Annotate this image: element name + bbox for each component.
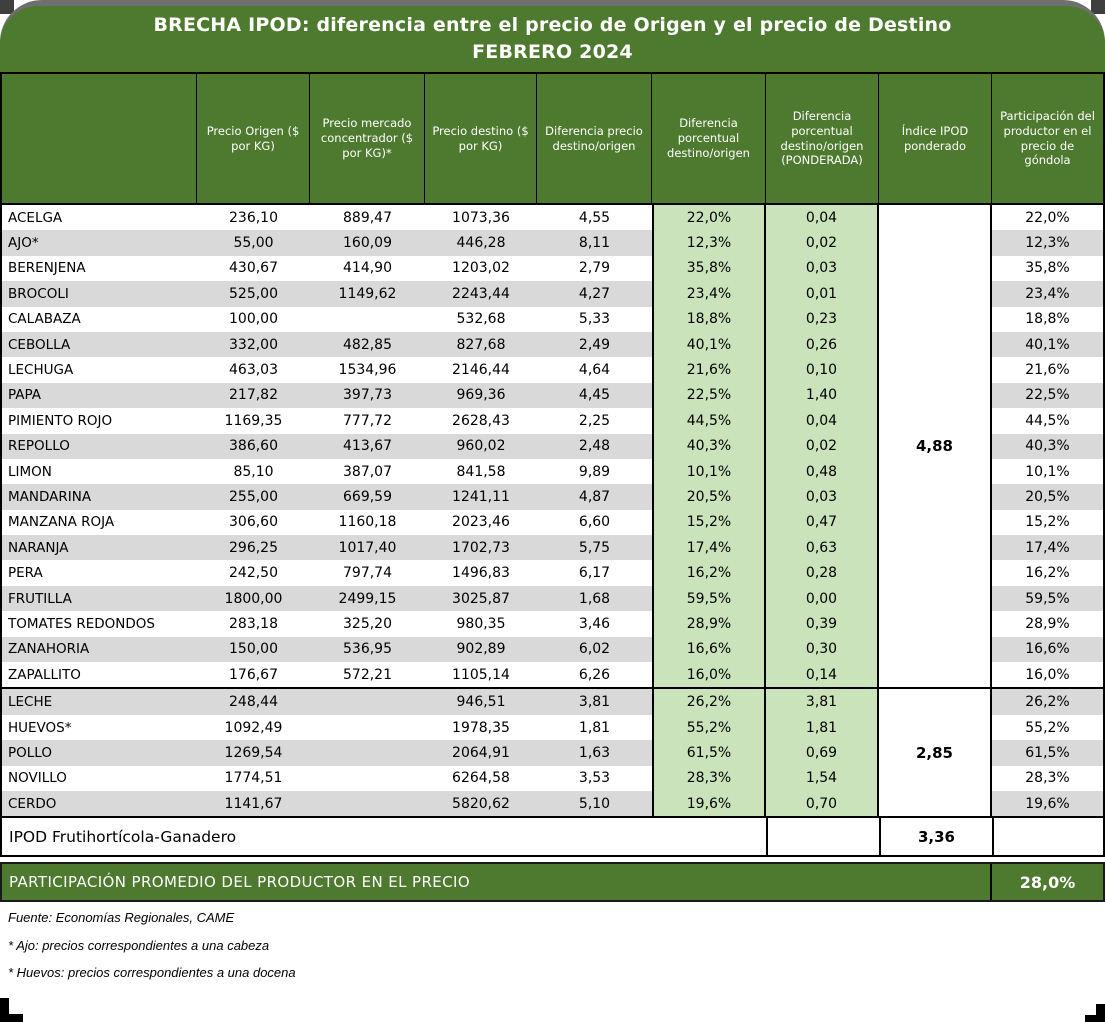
diferencia-cell: 3,46 — [537, 611, 652, 636]
column-header: Precio destino ($ por KG) — [425, 74, 537, 203]
title-banner — [0, 6, 1105, 72]
participacion-cell: 10,1% — [992, 459, 1103, 484]
column-header: Participación del productor en el precio de góndola — [1000, 108, 1095, 168]
mercado-cell — [310, 715, 425, 740]
mercado-cell — [310, 307, 425, 332]
destino-cell: 446,28 — [425, 230, 537, 255]
participacion-cell: 28,3% — [992, 766, 1103, 791]
mercado-cell: 1017,40 — [310, 535, 425, 560]
frame-bracket-bottom-left-arm — [0, 1014, 23, 1022]
ipod-table — [0, 72, 1105, 857]
origen-cell: 242,50 — [197, 560, 310, 585]
destino-cell: 2064,91 — [425, 740, 537, 765]
mercado-cell — [310, 740, 425, 765]
mercado-cell: 1534,96 — [310, 357, 425, 382]
diferencia-cell: 3,81 — [537, 689, 652, 714]
mercado-cell: 414,90 — [310, 256, 425, 281]
diferencia-cell: 6,60 — [537, 510, 652, 535]
footnote-huevos: * Huevos: precios correspondientes a una docena — [8, 965, 296, 980]
diferencia-cell: 2,25 — [537, 408, 652, 433]
column-header: Precio mercado concentrador ($ por KG)* — [310, 74, 425, 203]
footnote-source: Fuente: Economías Regionales, CAME — [8, 910, 235, 925]
participacion-cell: 17,4% — [992, 535, 1103, 560]
origen-cell: 85,10 — [197, 459, 310, 484]
diferencia-pct-ponderada-cell: 0,10 — [766, 357, 879, 382]
mercado-cell: 777,72 — [310, 408, 425, 433]
diferencia-cell: 1,81 — [537, 715, 652, 740]
participacion-cell: 35,8% — [992, 256, 1103, 281]
diferencia-pct-ponderada-cell: 0,63 — [766, 535, 879, 560]
origen-cell: 1774,51 — [197, 766, 310, 791]
diferencia-cell: 4,27 — [537, 281, 652, 306]
mercado-cell — [310, 689, 425, 714]
participacion-cell: 16,0% — [992, 662, 1103, 687]
diferencia-pct-cell: 40,3% — [652, 434, 766, 459]
destino-cell: 980,35 — [425, 611, 537, 636]
mercado-cell: 1160,18 — [310, 510, 425, 535]
diferencia-cell: 4,45 — [537, 383, 652, 408]
participacion-cell: 23,4% — [992, 281, 1103, 306]
origen-cell: 296,25 — [197, 535, 310, 560]
product-cell: NOVILLO — [2, 766, 197, 791]
total-row — [2, 816, 1103, 855]
destino-cell: 1702,73 — [425, 535, 537, 560]
diferencia-cell: 1,63 — [537, 740, 652, 765]
participacion-cell: 22,0% — [992, 205, 1103, 230]
diferencia-cell: 4,87 — [537, 484, 652, 509]
diferencia-pct-cell: 61,5% — [652, 740, 766, 765]
product-cell: BROCOLI — [2, 281, 197, 306]
destino-cell: 2243,44 — [425, 281, 537, 306]
diferencia-pct-cell: 12,3% — [652, 230, 766, 255]
diferencia-cell: 6,02 — [537, 637, 652, 662]
mercado-cell: 413,67 — [310, 434, 425, 459]
diferencia-pct-cell: 28,9% — [652, 611, 766, 636]
diferencia-pct-cell: 28,3% — [652, 766, 766, 791]
mercado-cell: 325,20 — [310, 611, 425, 636]
product-cell: REPOLLO — [2, 434, 197, 459]
product-cell: POLLO — [2, 740, 197, 765]
diferencia-pct-ponderada-cell: 0,03 — [766, 256, 879, 281]
diferencia-pct-ponderada-cell: 1,54 — [766, 766, 879, 791]
product-cell: MANDARINA — [2, 484, 197, 509]
product-cell: PAPA — [2, 383, 197, 408]
section-ganadero — [2, 687, 1103, 816]
diferencia-cell: 6,26 — [537, 662, 652, 687]
mercado-cell: 482,85 — [310, 332, 425, 357]
origen-cell: 248,44 — [197, 689, 310, 714]
diferencia-pct-cell: 19,6% — [652, 791, 766, 816]
origen-cell: 386,60 — [197, 434, 310, 459]
diferencia-pct-cell: 55,2% — [652, 715, 766, 740]
mercado-cell: 536,95 — [310, 637, 425, 662]
origen-cell: 176,67 — [197, 662, 310, 687]
product-cell: PIMIENTO ROJO — [2, 408, 197, 433]
mercado-cell — [310, 791, 425, 816]
summary-bar-value: 28,0% — [990, 864, 1103, 900]
participacion-cell: 44,5% — [992, 408, 1103, 433]
product-cell: MANZANA ROJA — [2, 510, 197, 535]
diferencia-pct-ponderada-cell: 0,39 — [766, 611, 879, 636]
origen-cell: 332,00 — [197, 332, 310, 357]
destino-cell: 2023,46 — [425, 510, 537, 535]
destino-cell: 1203,02 — [425, 256, 537, 281]
participacion-cell: 19,6% — [992, 791, 1103, 816]
origen-cell: 255,00 — [197, 484, 310, 509]
participacion-cell: 21,6% — [992, 357, 1103, 382]
participacion-cell: 59,5% — [992, 586, 1103, 611]
section-frutihorticola — [2, 205, 1103, 687]
destino-cell: 3025,87 — [425, 586, 537, 611]
mercado-cell: 889,47 — [310, 205, 425, 230]
origen-cell: 236,10 — [197, 205, 310, 230]
diferencia-pct-cell: 26,2% — [652, 689, 766, 714]
destino-cell: 960,02 — [425, 434, 537, 459]
destino-cell: 946,51 — [425, 689, 537, 714]
mercado-cell: 797,74 — [310, 560, 425, 585]
destino-cell: 6264,58 — [425, 766, 537, 791]
column-header: Diferencia porcentual destino/origen (PONDERADA) — [766, 74, 879, 203]
destino-cell: 969,36 — [425, 383, 537, 408]
diferencia-pct-ponderada-cell: 0,02 — [766, 434, 879, 459]
diferencia-pct-cell: 17,4% — [652, 535, 766, 560]
summary-bar-label: PARTICIPACIÓN PROMEDIO DEL PRODUCTOR EN EL PRECIO — [9, 873, 471, 891]
diferencia-cell: 2,48 — [537, 434, 652, 459]
summary-bar — [0, 862, 1105, 902]
product-cell: PERA — [2, 560, 197, 585]
table-header-row — [2, 74, 1103, 205]
origen-cell: 525,00 — [197, 281, 310, 306]
origen-cell: 55,00 — [197, 230, 310, 255]
origen-cell: 217,82 — [197, 383, 310, 408]
product-cell: TOMATES REDONDOS — [2, 611, 197, 636]
total-row-spacer-end — [992, 818, 1103, 855]
diferencia-pct-cell: 16,2% — [652, 560, 766, 585]
diferencia-pct-cell: 44,5% — [652, 408, 766, 433]
mercado-cell — [310, 766, 425, 791]
participacion-cell: 26,2% — [992, 689, 1103, 714]
diferencia-cell: 3,53 — [537, 766, 652, 791]
diferencia-pct-ponderada-cell: 1,81 — [766, 715, 879, 740]
destino-cell: 902,89 — [425, 637, 537, 662]
diferencia-pct-ponderada-cell: 0,70 — [766, 791, 879, 816]
participacion-cell: 20,5% — [992, 484, 1103, 509]
product-cell: ACELGA — [2, 205, 197, 230]
diferencia-pct-ponderada-cell: 0,26 — [766, 332, 879, 357]
destino-cell: 5820,62 — [425, 791, 537, 816]
diferencia-pct-ponderada-cell: 0,00 — [766, 586, 879, 611]
product-cell: LECHE — [2, 689, 197, 714]
column-header: Índice IPOD ponderado — [879, 74, 992, 203]
origen-cell: 306,60 — [197, 510, 310, 535]
diferencia-pct-ponderada-cell: 0,69 — [766, 740, 879, 765]
product-cell: AJO* — [2, 230, 197, 255]
product-cell: CEBOLLA — [2, 332, 197, 357]
product-cell: HUEVOS* — [2, 715, 197, 740]
diferencia-cell: 6,17 — [537, 560, 652, 585]
diferencia-cell: 4,55 — [537, 205, 652, 230]
destino-cell: 2146,44 — [425, 357, 537, 382]
participacion-cell: 15,2% — [992, 510, 1103, 535]
diferencia-cell: 5,75 — [537, 535, 652, 560]
product-cell: NARANJA — [2, 535, 197, 560]
origen-cell: 1269,54 — [197, 740, 310, 765]
destino-cell: 532,68 — [425, 307, 537, 332]
diferencia-pct-ponderada-cell: 1,40 — [766, 383, 879, 408]
diferencia-pct-cell: 23,4% — [652, 281, 766, 306]
destino-cell: 827,68 — [425, 332, 537, 357]
diferencia-pct-ponderada-cell: 0,30 — [766, 637, 879, 662]
destino-cell: 2628,43 — [425, 408, 537, 433]
origen-cell: 1169,35 — [197, 408, 310, 433]
destino-cell: 1241,11 — [425, 484, 537, 509]
origen-cell: 1092,49 — [197, 715, 310, 740]
origen-cell: 463,03 — [197, 357, 310, 382]
product-cell: ZANAHORIA — [2, 637, 197, 662]
origen-cell: 1141,67 — [197, 791, 310, 816]
report-title: BRECHA IPOD: diferencia entre el precio de Origen y el precio de Destino — [153, 13, 952, 36]
diferencia-pct-cell: 22,5% — [652, 383, 766, 408]
frame-bracket-bottom-right-arm — [1085, 1015, 1105, 1022]
origen-cell: 430,67 — [197, 256, 310, 281]
participacion-cell: 16,6% — [992, 637, 1103, 662]
destino-cell: 1496,83 — [425, 560, 537, 585]
diferencia-cell: 8,11 — [537, 230, 652, 255]
mercado-cell: 160,09 — [310, 230, 425, 255]
diferencia-cell: 5,33 — [537, 307, 652, 332]
diferencia-pct-ponderada-cell: 0,02 — [766, 230, 879, 255]
diferencia-cell: 1,68 — [537, 586, 652, 611]
diferencia-pct-cell: 35,8% — [652, 256, 766, 281]
participacion-cell: 16,2% — [992, 560, 1103, 585]
origen-cell: 283,18 — [197, 611, 310, 636]
destino-cell: 1978,35 — [425, 715, 537, 740]
diferencia-pct-cell: 16,0% — [652, 662, 766, 687]
diferencia-pct-ponderada-cell: 0,14 — [766, 662, 879, 687]
diferencia-pct-cell: 21,6% — [652, 357, 766, 382]
total-row-spacer — [766, 818, 879, 855]
diferencia-pct-ponderada-cell: 0,47 — [766, 510, 879, 535]
destino-cell: 1073,36 — [425, 205, 537, 230]
diferencia-cell: 5,10 — [537, 791, 652, 816]
report-period: FEBRERO 2024 — [472, 40, 633, 63]
diferencia-pct-ponderada-cell: 0,01 — [766, 281, 879, 306]
mercado-cell: 2499,15 — [310, 586, 425, 611]
diferencia-pct-cell: 10,1% — [652, 459, 766, 484]
ipod-index-merged-value: 2,85 — [915, 743, 953, 762]
diferencia-pct-cell: 59,5% — [652, 586, 766, 611]
product-cell: FRUTILLA — [2, 586, 197, 611]
diferencia-pct-ponderada-cell: 0,04 — [766, 408, 879, 433]
total-row-label: IPOD Frutihortícola-Ganadero — [9, 827, 237, 846]
product-cell: LECHUGA — [2, 357, 197, 382]
column-header — [2, 74, 197, 203]
total-ipod-value: 3,36 — [879, 818, 992, 855]
participacion-cell: 40,3% — [992, 434, 1103, 459]
origen-cell: 1800,00 — [197, 586, 310, 611]
diferencia-pct-cell: 22,0% — [652, 205, 766, 230]
diferencia-pct-ponderada-cell: 0,04 — [766, 205, 879, 230]
mercado-cell: 397,73 — [310, 383, 425, 408]
column-header: Diferencia porcentual destino/origen — [652, 74, 766, 203]
diferencia-pct-ponderada-cell: 3,81 — [766, 689, 879, 714]
participacion-cell: 18,8% — [992, 307, 1103, 332]
mercado-cell: 387,07 — [310, 459, 425, 484]
diferencia-cell: 4,64 — [537, 357, 652, 382]
participacion-cell: 61,5% — [992, 740, 1103, 765]
column-header: Precio Origen ($ por KG) — [197, 74, 310, 203]
participacion-cell: 55,2% — [992, 715, 1103, 740]
participacion-cell: 12,3% — [992, 230, 1103, 255]
participacion-cell: 40,1% — [992, 332, 1103, 357]
origen-cell: 150,00 — [197, 637, 310, 662]
participacion-cell: 22,5% — [992, 383, 1103, 408]
column-header: Diferencia precio destino/origen — [537, 74, 652, 203]
product-cell: CERDO — [2, 791, 197, 816]
origen-cell: 100,00 — [197, 307, 310, 332]
diferencia-pct-ponderada-cell: 0,03 — [766, 484, 879, 509]
destino-cell: 1105,14 — [425, 662, 537, 687]
diferencia-pct-cell: 16,6% — [652, 637, 766, 662]
diferencia-pct-cell: 15,2% — [652, 510, 766, 535]
diferencia-pct-ponderada-cell: 0,28 — [766, 560, 879, 585]
diferencia-cell: 9,89 — [537, 459, 652, 484]
participacion-cell: 28,9% — [992, 611, 1103, 636]
diferencia-pct-ponderada-cell: 0,23 — [766, 307, 879, 332]
diferencia-pct-cell: 40,1% — [652, 332, 766, 357]
diferencia-cell: 2,49 — [537, 332, 652, 357]
diferencia-pct-ponderada-cell: 0,48 — [766, 459, 879, 484]
diferencia-pct-cell: 18,8% — [652, 307, 766, 332]
footnote-ajo: * Ajo: precios correspondientes a una cabeza — [8, 938, 270, 953]
destino-cell: 841,58 — [425, 459, 537, 484]
mercado-cell: 669,59 — [310, 484, 425, 509]
product-cell: ZAPALLITO — [2, 662, 197, 687]
diferencia-cell: 2,79 — [537, 256, 652, 281]
product-cell: LIMON — [2, 459, 197, 484]
product-cell: BERENJENA — [2, 256, 197, 281]
mercado-cell: 572,21 — [310, 662, 425, 687]
ipod-index-merged-value: 4,88 — [915, 437, 953, 456]
product-cell: CALABAZA — [2, 307, 197, 332]
diferencia-pct-cell: 20,5% — [652, 484, 766, 509]
mercado-cell: 1149,62 — [310, 281, 425, 306]
